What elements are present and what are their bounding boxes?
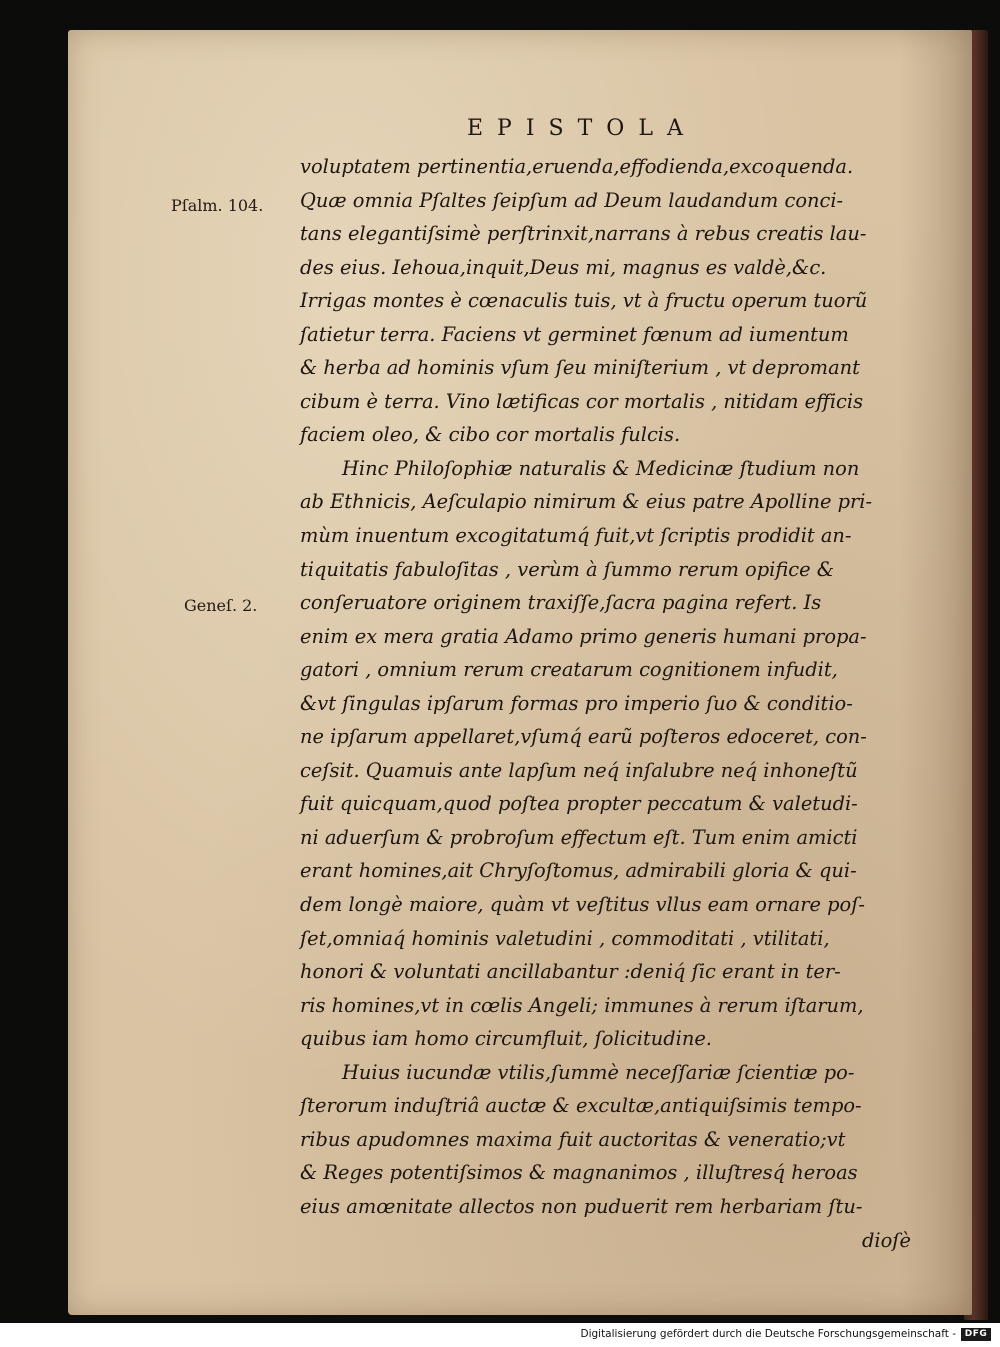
dfg-logo: DFG	[961, 1328, 991, 1341]
text-line: dem longè maiore, quàm vt veſtitus vllus eam ornare poſ-	[300, 893, 865, 917]
margin-note-genesis: Geneſ. 2.	[184, 596, 258, 615]
text-line: ris homines,vt in cœlis Angeli; immunes à rerum iſtarum,	[300, 993, 864, 1017]
footer-bar	[0, 1323, 1000, 1347]
text-line: honori & voluntati ancillabantur :deniq́ ſic erant in ter-	[300, 960, 841, 984]
text-line: ribus apudomnes maxima fuit auctoritas & veneratio;vt	[300, 1127, 846, 1151]
text-line: Quæ omnia Pſaltes ſeipſum ad Deum laudandum conci-	[300, 188, 844, 212]
text-line: cibum è terra. Vino lætificas cor mortalis , nitidam efficis	[300, 389, 864, 413]
text-line: tans elegantiſsimè perſtrinxit,narrans à rebus creatis lau-	[300, 222, 867, 246]
text-line: des eius. Iehoua,inquit,Deus mi, magnus es valdè,&c.	[300, 255, 827, 279]
text-line: ſterorum induſtriâ auctæ & excultæ,antiquiſsimis tempo-	[300, 1094, 862, 1118]
text-line: Huius iucundæ vtilis,ſummè neceſſariæ ſcientiæ po-	[342, 1060, 855, 1084]
text-line: &vt ſingulas ipſarum formas pro imperio ſuo & conditio-	[300, 691, 853, 715]
margin-note-psalm: Pſalm. 104.	[171, 196, 264, 215]
text-line: conſeruatore originem traxiſſe,ſacra pagina refert. Is	[300, 591, 822, 615]
text-line: erant homines,ait Chryſoſtomus, admirabili gloria & qui-	[300, 859, 857, 883]
text-line: ab Ethnicis, Aeſculapio nimirum & eius patre Apolline pri-	[300, 490, 873, 514]
text-line: voluptatem pertinentia,eruenda,effodienda,excoquenda.	[300, 155, 854, 178]
text-line: & Reges potentiſsimos & magnanimos , illuſtresq́ heroas	[300, 1161, 858, 1185]
text-line: mùm inuentum excogitatumq́ fuit,vt ſcriptis prodidit an-	[300, 524, 852, 548]
text-line: faciem oleo, & cibo cor mortalis fulcis.	[300, 423, 681, 447]
running-head: EPISTOLA	[467, 116, 697, 141]
text-line: tiquitatis fabuloſitas , verùm à ſummo rerum opifice &	[300, 557, 835, 581]
text-line: enim ex mera gratia Adamo primo generis humani propa-	[300, 624, 867, 648]
text-line: & herba ad hominis vſum ſeu miniſterium , vt depromant	[300, 356, 860, 380]
text-line: Hinc Philoſophiæ naturalis & Medicinæ ſtudium non	[342, 456, 860, 480]
funding-credit: Digitalisierung gefördert durch die Deutsche Forschungsgemeinschaft -	[580, 1328, 956, 1340]
text-line: ne ipſarum appellaret,vſumq́ earũ poſteros edoceret, con-	[300, 725, 867, 749]
text-line: quibus iam homo circumfluit, ſolicitudine.	[300, 1027, 712, 1051]
text-line: gatori , omnium rerum creatarum cognitionem infudit,	[300, 658, 838, 682]
text-line: ceſsit. Quamuis ante lapſum neq́ inſalubre neq́ inhoneſtũ	[300, 758, 858, 782]
text-line: Irrigas montes è cœnaculis tuis, vt à fructu operum tuorũ	[300, 289, 868, 313]
text-line: ni aduerſum & probroſum effectum eſt. Tum enim amicti	[300, 825, 858, 849]
body-text	[300, 150, 920, 1257]
text-line: ſatietur terra. Faciens vt germinet fœnum ad iumentum	[300, 322, 849, 346]
catchword: dioſè	[862, 1228, 911, 1252]
text-line: fuit quicquam,quod poſtea propter peccatum & valetudi-	[300, 792, 858, 816]
text-line: eius amœnitate allectos non puduerit rem herbariam ſtu-	[300, 1194, 863, 1218]
text-line: ſet,omniaq́ hominis valetudini , commoditati , vtilitati,	[300, 926, 830, 950]
